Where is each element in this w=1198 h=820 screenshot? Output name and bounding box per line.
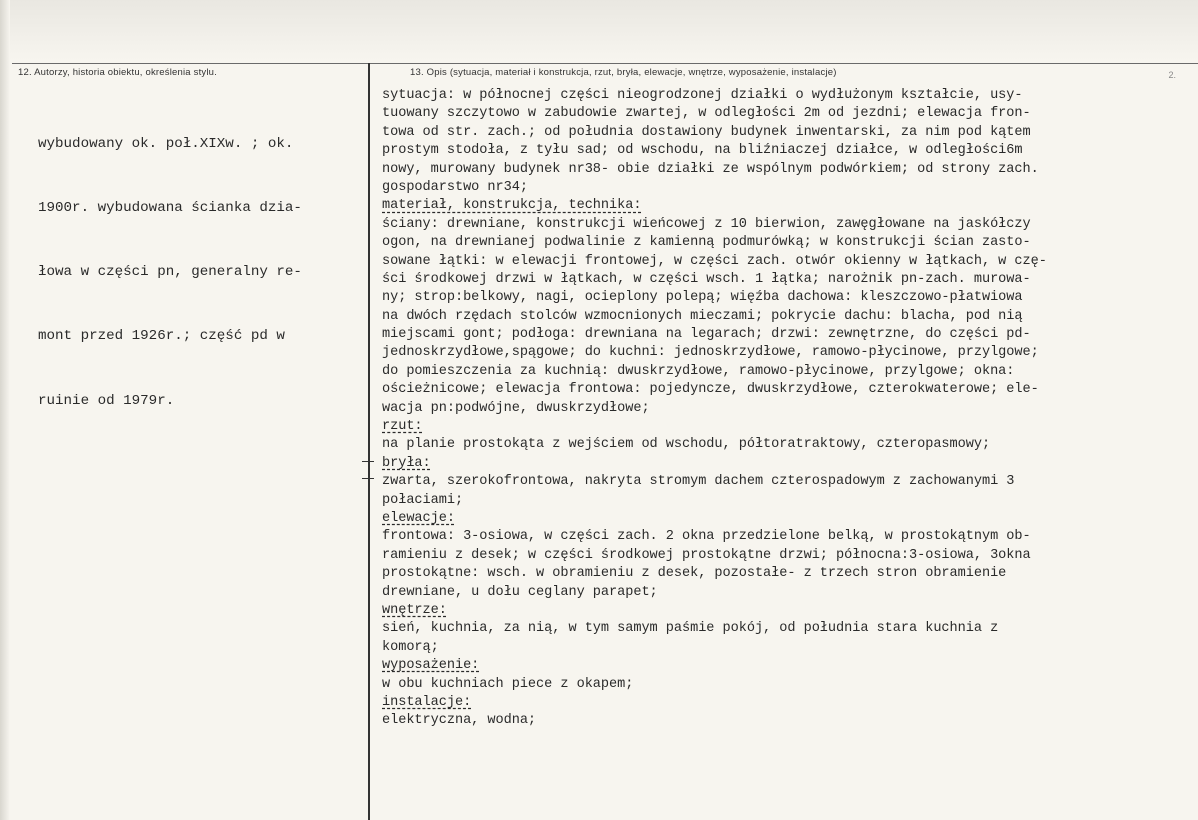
column-divider: [368, 63, 370, 820]
description-line: ny; strop:belkowy, nagi, ocieplony polepą; więźba dachowa: kleszczowo-płatwiowa: [382, 290, 1023, 306]
description-line: nowy, murowany budynek nr38- obie działki ze wspólnym podwórkiem; od strony zach.: [382, 161, 1039, 177]
page-left-edge: [0, 0, 10, 820]
corner-mark: 2.: [1168, 70, 1176, 80]
history-line: mont przed 1926r.; część pd w: [38, 328, 285, 345]
description-line: do pomieszczenia za kuchnią: dwuskrzydłowe, ramowo-płycinowe, przylgowe; okna:: [382, 363, 1015, 379]
description-line: na dwóch rzędach stolców wzmocnionych mieczami; pokrycie dachu: blacha, pod nią: [382, 308, 1023, 324]
section-heading-furnishings: wyposażenie:: [382, 658, 480, 674]
page-top-edge: [0, 0, 1198, 60]
description-line: ści środkowej drzwi w łątkach, w części wsch. 1 łątka; narożnik pn-zach. murowa-: [382, 271, 1031, 287]
section-heading-material: materiał, konstrukcja, technika:: [382, 198, 642, 214]
left-column-header: 12. Autorzy, historia obiektu, określenia stylu.: [18, 67, 217, 78]
description-line: ściany: drewniane, konstrukcji wieńcowej z 10 bierwion, zawęgłowane na jaskółczy: [382, 216, 1031, 232]
description-line: ościeżnicowe; elewacja frontowa: pojedyncze, dwuskrzydłowe, czterokwaterowe; ele-: [382, 382, 1039, 398]
history-text: [38, 91, 358, 434]
description-line: prostym stodoła, z tyłu sad; od wschodu, na bliźniaczej działce, w odległości6m: [382, 143, 1023, 159]
description-line: frontowa: 3-osiowa, w części zach. 2 okna przedzielone belką, w prostokątnym ob-: [382, 529, 1031, 545]
description-line: ogon, na drewnianej podwalinie z kamienną podmurówką; w konstrukcji ścian zasto-: [382, 235, 1031, 251]
description-line: gospodarstwo nr34;: [382, 179, 528, 195]
description-line: na planie prostokąta z wejściem od wschodu, półtoratraktowy, czteropasmowy;: [382, 437, 991, 453]
description-line: sień, kuchnia, za nią, w tym samym paśmie pokój, od południa stara kuchnia z: [382, 621, 999, 637]
description-line: wacja pn:podwójne, dwuskrzydłowe;: [382, 400, 650, 416]
description-line: tuowany szczytowo w zabudowie zwartej, w odległości 2m od jezdni; elewacja fron-: [382, 106, 1031, 122]
history-line: wybudowany ok. poł.XIXw. ; ok.: [38, 135, 294, 152]
description-line: w obu kuchniach piece z okapem;: [382, 676, 634, 692]
description-line: drewniane, u dołu ceglany parapet;: [382, 584, 658, 600]
description-line: połaciami;: [382, 492, 464, 508]
section-heading-massing: bryła:: [382, 455, 431, 471]
header-rule: [12, 63, 1198, 64]
description-line: towa od str. zach.; od południa dostawiony budynek inwentarski, za nim pod kątem: [382, 124, 1031, 140]
divider-tick: [362, 461, 374, 462]
history-line: łowa w części pn, generalny re-: [38, 264, 302, 281]
description-line: jednoskrzydłowe,spągowe; do kuchni: jednoskrzydłowe, ramowo-płycinowe, przylgowe;: [382, 345, 1039, 361]
description-line: sowane łątki: w elewacji frontowej, w części zach. otwór okienny w łątkach, w czę-: [382, 253, 1047, 269]
description-line: prostokątne: wsch. w obramieniu z desek, pozostałe- z trzech stron obramienie: [382, 566, 1007, 582]
description-line: komorą;: [382, 639, 439, 655]
description-line: ramieniu z desek; w części środkowej prostokątne drzwi; północna:3-osiowa, 3okna: [382, 547, 1031, 563]
section-heading-installations: instalacje:: [382, 694, 472, 710]
section-heading-plan: rzut:: [382, 419, 423, 435]
description-line: miejscami gont; podłoga: drewniana na legarach; drzwi: zewnętrzne, do części pd-: [382, 327, 1031, 343]
description-line: zwarta, szerokofrontowa, nakryta stromym dachem czterospadowym z zachowanymi 3: [382, 474, 1015, 490]
description-line: sytuacja: w północnej części nieogrodzonej działki o wydłużonym kształcie, usy-: [382, 88, 1023, 103]
history-line: 1900r. wybudowana ścianka dzia-: [38, 200, 302, 217]
section-heading-interior: wnętrze:: [382, 602, 447, 618]
history-line: ruinie od 1979r.: [38, 392, 175, 409]
section-heading-elevations: elewacje:: [382, 510, 455, 526]
description-text: [382, 87, 1182, 731]
divider-tick: [362, 478, 374, 479]
right-column-header: 13. Opis (sytuacja, materiał i konstrukcja, rzut, bryła, elewacje, wnętrze, wyposażenie, instalacje): [410, 67, 837, 78]
description-line: elektryczna, wodna;: [382, 713, 537, 729]
